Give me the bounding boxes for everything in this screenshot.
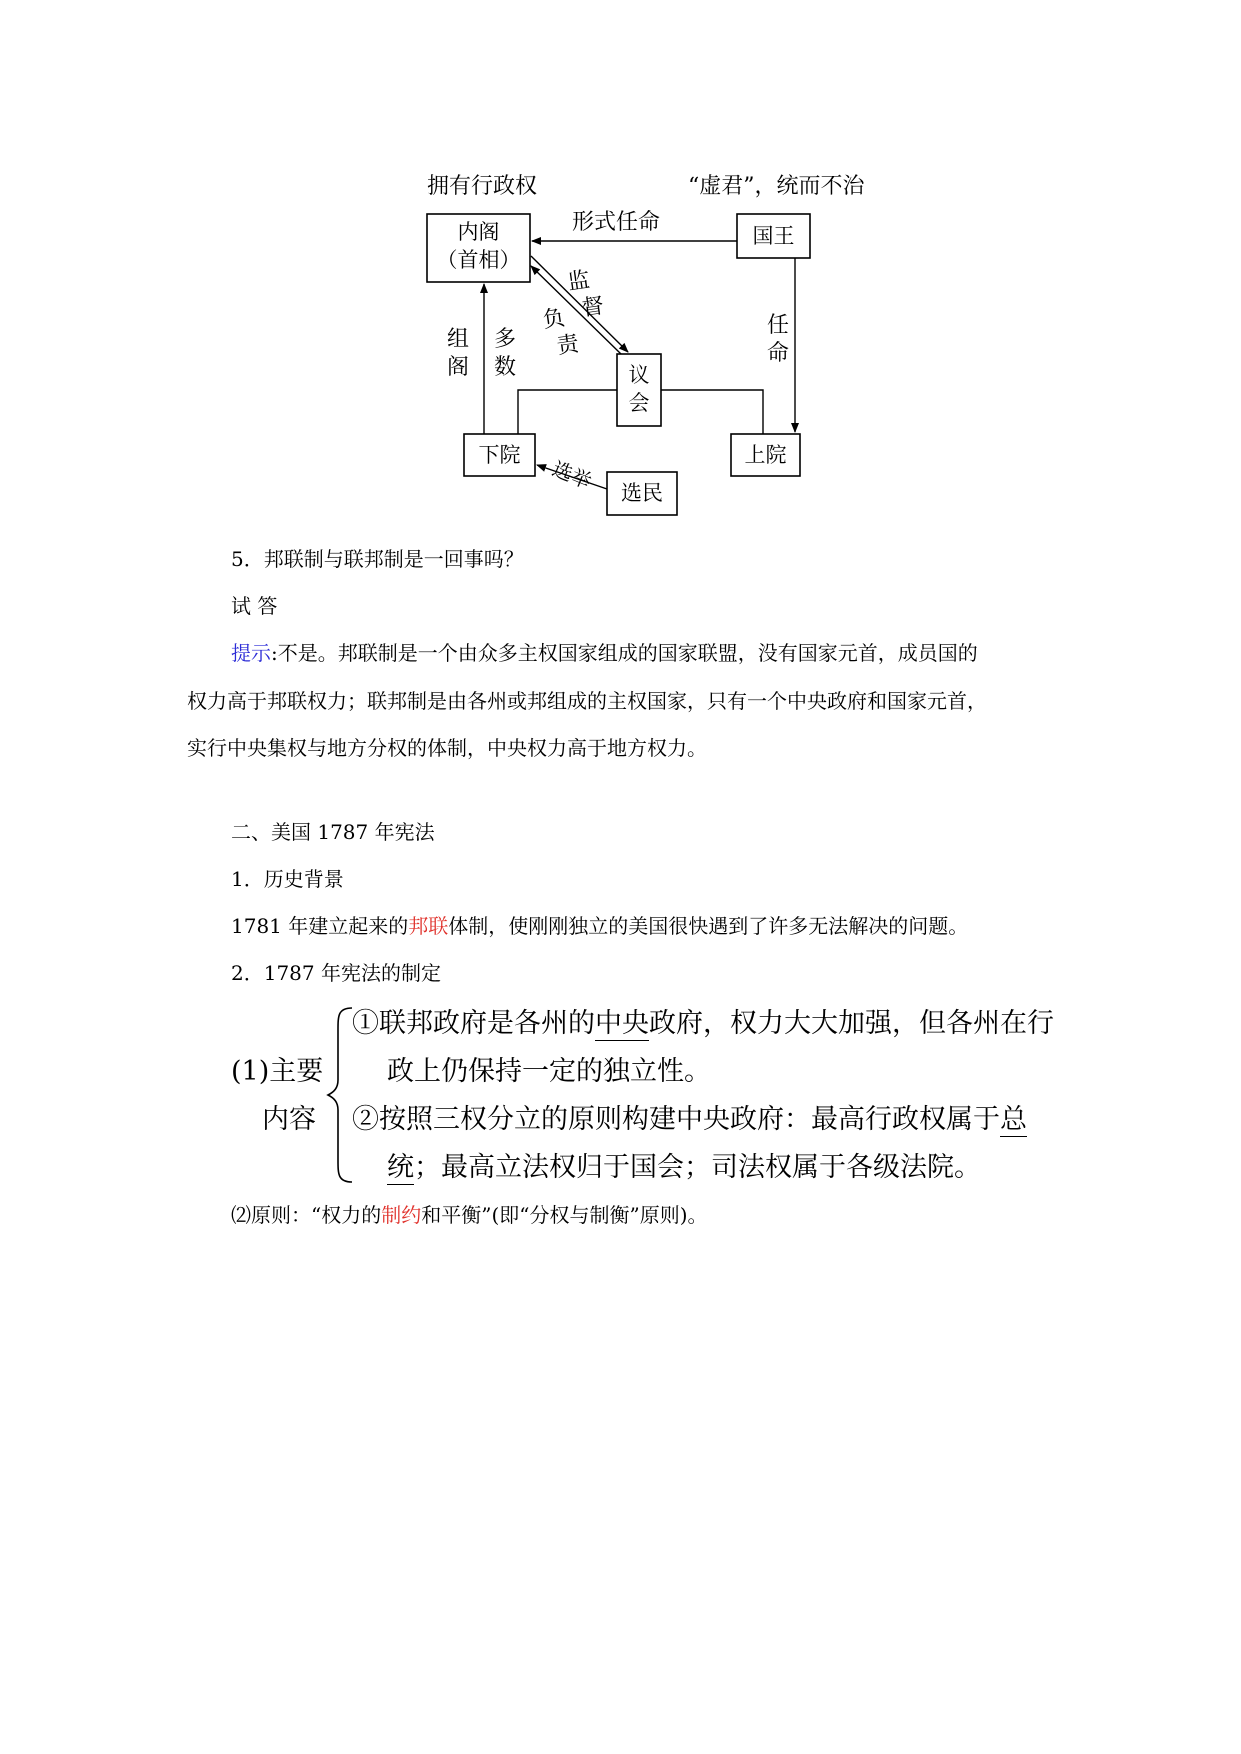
content-point-1-pre: ①联邦政府是各州的 [352, 1008, 595, 1039]
background-text-pre: 1781 年建立起来的 [231, 914, 409, 938]
section-heading: 二、美国 1787 年宪法 [231, 820, 435, 844]
hint-label: 提示 [231, 641, 271, 665]
central-underlined: 中央 [595, 1008, 649, 1039]
background-text [231, 912, 968, 940]
elect-label: 选举 [548, 456, 596, 494]
supervise-label-1: 监 [566, 267, 592, 296]
formal-appoint-label: 形式任命 [572, 210, 661, 235]
upper-house-label: 上院 [744, 443, 787, 467]
content-point-2-line-2 [387, 1151, 981, 1185]
hint-text-1: :不是。邦联制是一个由众多主权国家组成的国家联盟，没有国家元首，成员国的 [271, 641, 978, 665]
cabinet-executive-label: 拥有行政权 [427, 174, 538, 199]
responsible-label-2: 责 [555, 331, 581, 360]
appoint-label-2: 命 [766, 341, 789, 366]
responsible-label-1: 负 [541, 305, 567, 334]
principle-post: 和平衡”(即“分权与制衡”原则)。 [421, 1203, 708, 1227]
form-cabinet-label-1: 组 [446, 327, 469, 352]
question-5: 5．邦联制与联邦制是一回事吗？ [231, 547, 524, 571]
principle-pre: ⑵原则：“权力的 [231, 1203, 382, 1227]
king-label: 国王 [752, 224, 795, 248]
hint-line-2: 权力高于邦联权力；联邦制是由各州或邦组成的主权国家，只有一个中央政府和国家元首， [187, 689, 987, 713]
try-answer-label: 试 答 [231, 594, 278, 618]
form-cabinet-label-2: 阁 [446, 355, 469, 380]
supervise-label-2: 督 [580, 293, 606, 322]
hint-line-3: 实行中央集权与地方分权的体制，中央权力高于地方权力。 [187, 736, 707, 760]
content-point-2-pre: ②按照三权分立的原则构建中央政府：最高行政权属于 [352, 1104, 1000, 1135]
appoint-label-1: 任 [766, 313, 789, 338]
president-underlined-1: 总 [1000, 1104, 1027, 1135]
checks-highlight: 制约 [381, 1203, 422, 1227]
principle-line [231, 1201, 708, 1229]
hint-line-1 [231, 639, 978, 667]
king-role-label: “虚君”，统而不治 [688, 174, 865, 199]
parliament-label-2: 会 [628, 391, 650, 415]
voters-label: 选民 [621, 481, 663, 505]
confederation-highlight: 邦联 [408, 914, 449, 938]
majority-label-2: 数 [493, 355, 516, 380]
item-constitution-making: 2．1787 年宪法的制定 [231, 961, 441, 985]
lower-house-label: 下院 [478, 443, 521, 467]
content-point-2-line-1 [352, 1103, 1027, 1137]
majority-label-1: 多 [493, 327, 516, 352]
content-point-2-post: ；最高立法权归于国会；司法权属于各级法院。 [414, 1152, 981, 1183]
president-underlined-2: 统 [387, 1152, 414, 1183]
main-content-label-1: (1)主要 [231, 1056, 324, 1087]
parliament-label-1: 议 [628, 363, 650, 387]
content-point-1-post: 政府，权力大大加强，但各州在行 [649, 1008, 1054, 1039]
item-history-background: 1．历史背景 [231, 867, 344, 891]
main-content-label-2: 内容 [262, 1104, 316, 1135]
content-point-1-line-1 [352, 1007, 1054, 1041]
british-government-diagram [0, 0, 1241, 540]
cabinet-label: 内阁 [457, 220, 500, 244]
content-point-1-line-2: 政上仍保持一定的独立性。 [387, 1056, 711, 1087]
prime-minister-label: （首相） [436, 248, 521, 272]
connector-upper [661, 390, 763, 434]
connector-lower [518, 390, 617, 434]
background-text-post: 体制，使刚刚独立的美国很快遇到了许多无法解决的问题。 [448, 914, 969, 938]
diagram-lines [0, 0, 1241, 540]
